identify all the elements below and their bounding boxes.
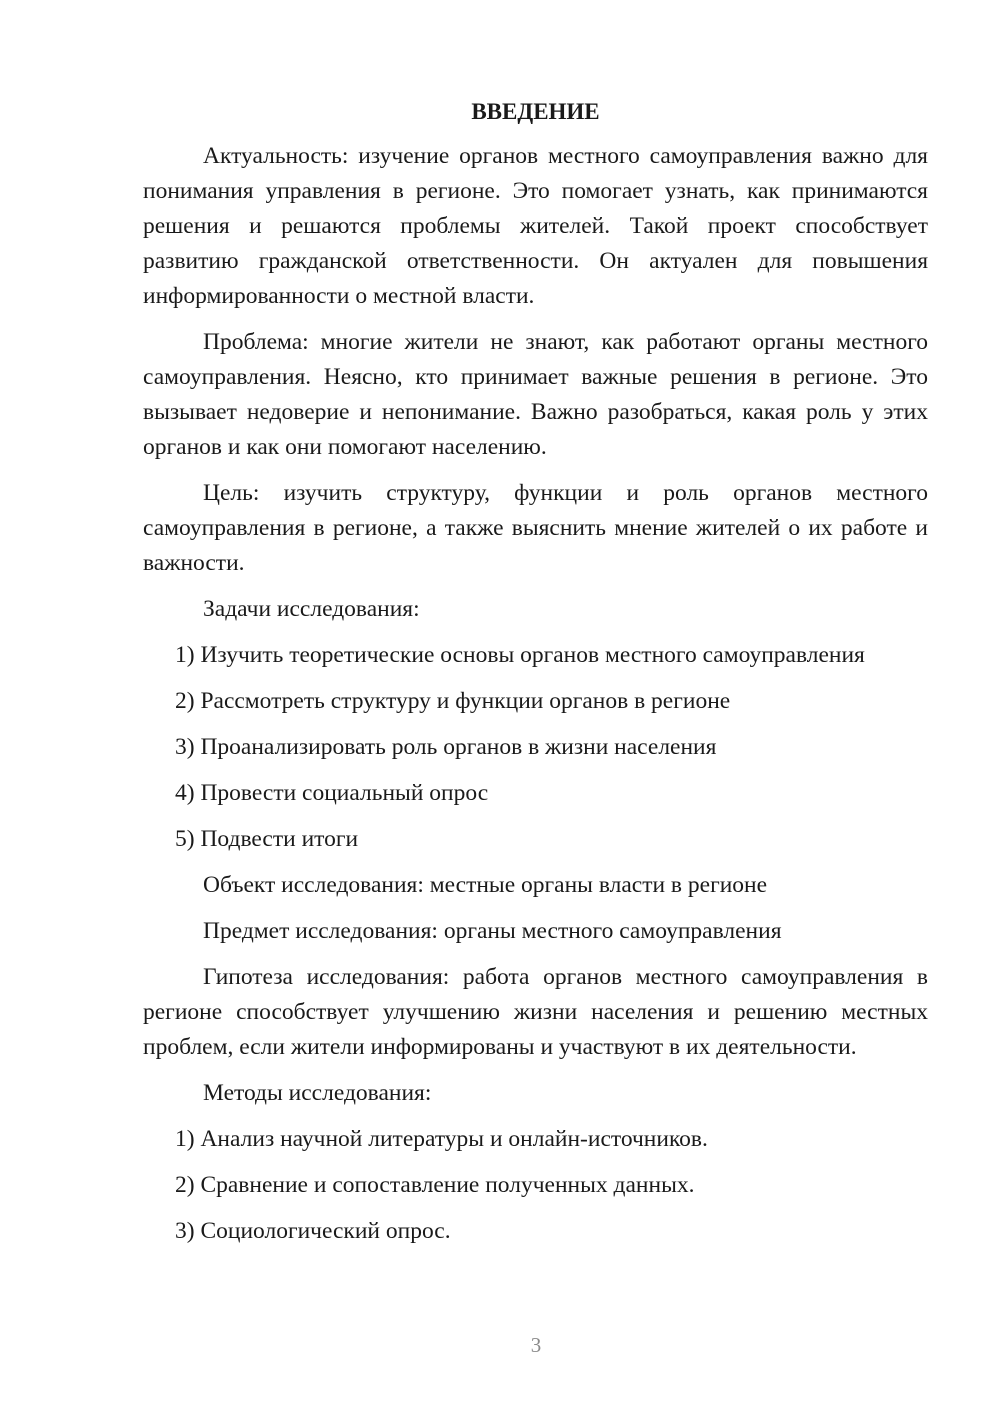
page-number: 3 xyxy=(530,1333,542,1357)
subject-paragraph: Предмет исследования: органы местного самоуправления xyxy=(203,918,782,944)
object-paragraph: Объект исследования: местные органы власти в регионе xyxy=(203,872,768,898)
list-item: 1) Изучить теоретические основы органов местного самоуправления xyxy=(175,642,865,668)
actuality-paragraph: Актуальность: изучение органов местного самоуправления важно для понимания управления в регионе. Это помогает узнать, как принимаются решения и решаются проблемы жителей. Такой проект способствует развитию гражданской ответственности. Он актуален для повышения информированности о местной власти. xyxy=(143,143,928,309)
page-content xyxy=(143,96,928,1260)
problem-paragraph: Проблема: многие жители не знают, как работают органы местного самоуправления. Неясно, кто принимает важные решения в регионе. Это вызывает недоверие и непонимание. Важно разобраться, какая роль у этих органов и как они помогают населению. xyxy=(143,329,928,460)
list-item: 4) Провести социальный опрос xyxy=(175,780,489,806)
list-item: 1) Анализ научной литературы и онлайн-источников. xyxy=(175,1126,708,1152)
list-item: 2) Рассмотреть структуру и функции органов в регионе xyxy=(175,688,731,714)
methods-label: Методы исследования: xyxy=(203,1080,432,1106)
list-item: 2) Сравнение и сопоставление полученных данных. xyxy=(175,1172,695,1198)
list-item: 3) Проанализировать роль органов в жизни населения xyxy=(175,734,717,760)
list-item: 5) Подвести итоги xyxy=(175,826,359,852)
goal-paragraph: Цель: изучить структуру, функции и роль органов местного самоуправления в регионе, а также выяснить мнение жителей о их работе и важности. xyxy=(143,480,928,576)
hypothesis-paragraph: Гипотеза исследования: работа органов местного самоуправления в регионе способствует улучшению жизни населения и решению местных проблем, если жители информированы и участвуют в их деятельности. xyxy=(143,964,928,1060)
tasks-list xyxy=(143,638,928,857)
list-item: 3) Социологический опрос. xyxy=(175,1218,451,1244)
section-title: ВВЕДЕНИЕ xyxy=(471,99,600,124)
tasks-label: Задачи исследования: xyxy=(203,596,420,622)
methods-list xyxy=(143,1122,928,1249)
